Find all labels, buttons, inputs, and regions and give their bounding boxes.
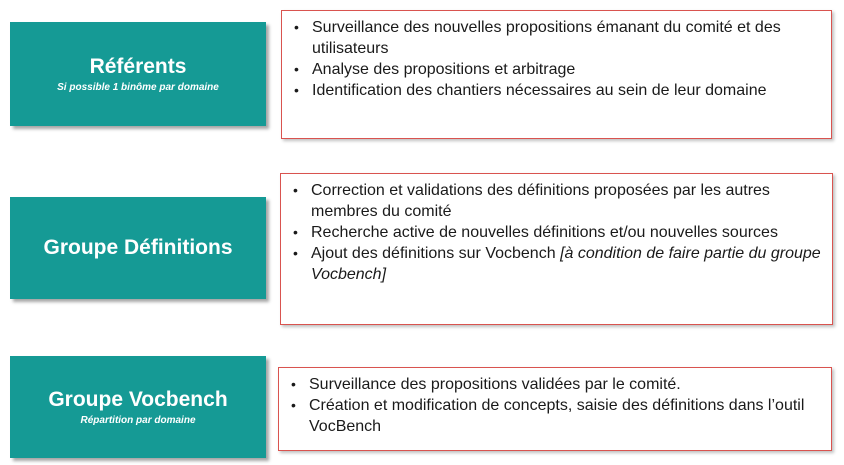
list-item [291, 222, 824, 243]
list-item-note: [à condition de faire partie du groupe Vocbench] [311, 245, 821, 283]
list-item-text: Surveillance des nouvelles propositions émanant du comité et des utilisateurs [312, 19, 781, 57]
list-item-text: Analyse des propositions et arbitrage [312, 61, 576, 78]
list-item [292, 17, 823, 59]
responsibilities-list-definitions [291, 180, 824, 285]
responsibilities-box-vocbench [278, 367, 832, 451]
role-box-vocbench [10, 356, 266, 458]
bullet-icon: • [291, 376, 296, 392]
role-subtitle-referents: Si possible 1 binôme par domaine [57, 81, 219, 93]
bullet-icon: • [294, 61, 299, 77]
bullet-icon: • [294, 19, 299, 35]
list-item [291, 243, 824, 285]
list-item [291, 180, 824, 222]
list-item [289, 395, 823, 437]
role-title-referents: Référents [89, 54, 187, 78]
role-subtitle-vocbench: Répartition par domaine [80, 414, 196, 426]
bullet-icon: • [293, 224, 298, 240]
list-item-text: Surveillance des propositions validées par le comité. [309, 376, 681, 393]
responsibilities-box-referents [281, 10, 832, 139]
responsibilities-box-definitions [280, 173, 833, 325]
role-box-definitions [10, 197, 266, 299]
list-item-text: Ajout des définitions sur Vocbench [311, 245, 556, 262]
list-item [292, 80, 823, 101]
list-item-text: Correction et validations des définitions proposées par les autres membres du comité [311, 182, 770, 220]
role-title-definitions: Groupe Définitions [43, 236, 233, 259]
list-item-text: Recherche active de nouvelles définitions et/ou nouvelles sources [311, 224, 778, 241]
responsibilities-list-referents [292, 17, 823, 101]
responsibilities-list-vocbench [289, 374, 823, 437]
role-title-vocbench: Groupe Vocbench [48, 387, 228, 411]
bullet-icon: • [291, 397, 296, 413]
bullet-icon: • [293, 245, 298, 261]
bullet-icon: • [294, 82, 299, 98]
bullet-icon: • [293, 182, 298, 198]
list-item [289, 374, 823, 395]
list-item [292, 59, 823, 80]
list-item-text: Création et modification de concepts, saisie des définitions dans l’outil VocBench [309, 397, 805, 435]
list-item-text: Identification des chantiers nécessaires au sein de leur domaine [312, 82, 767, 99]
role-box-referents [10, 22, 266, 126]
